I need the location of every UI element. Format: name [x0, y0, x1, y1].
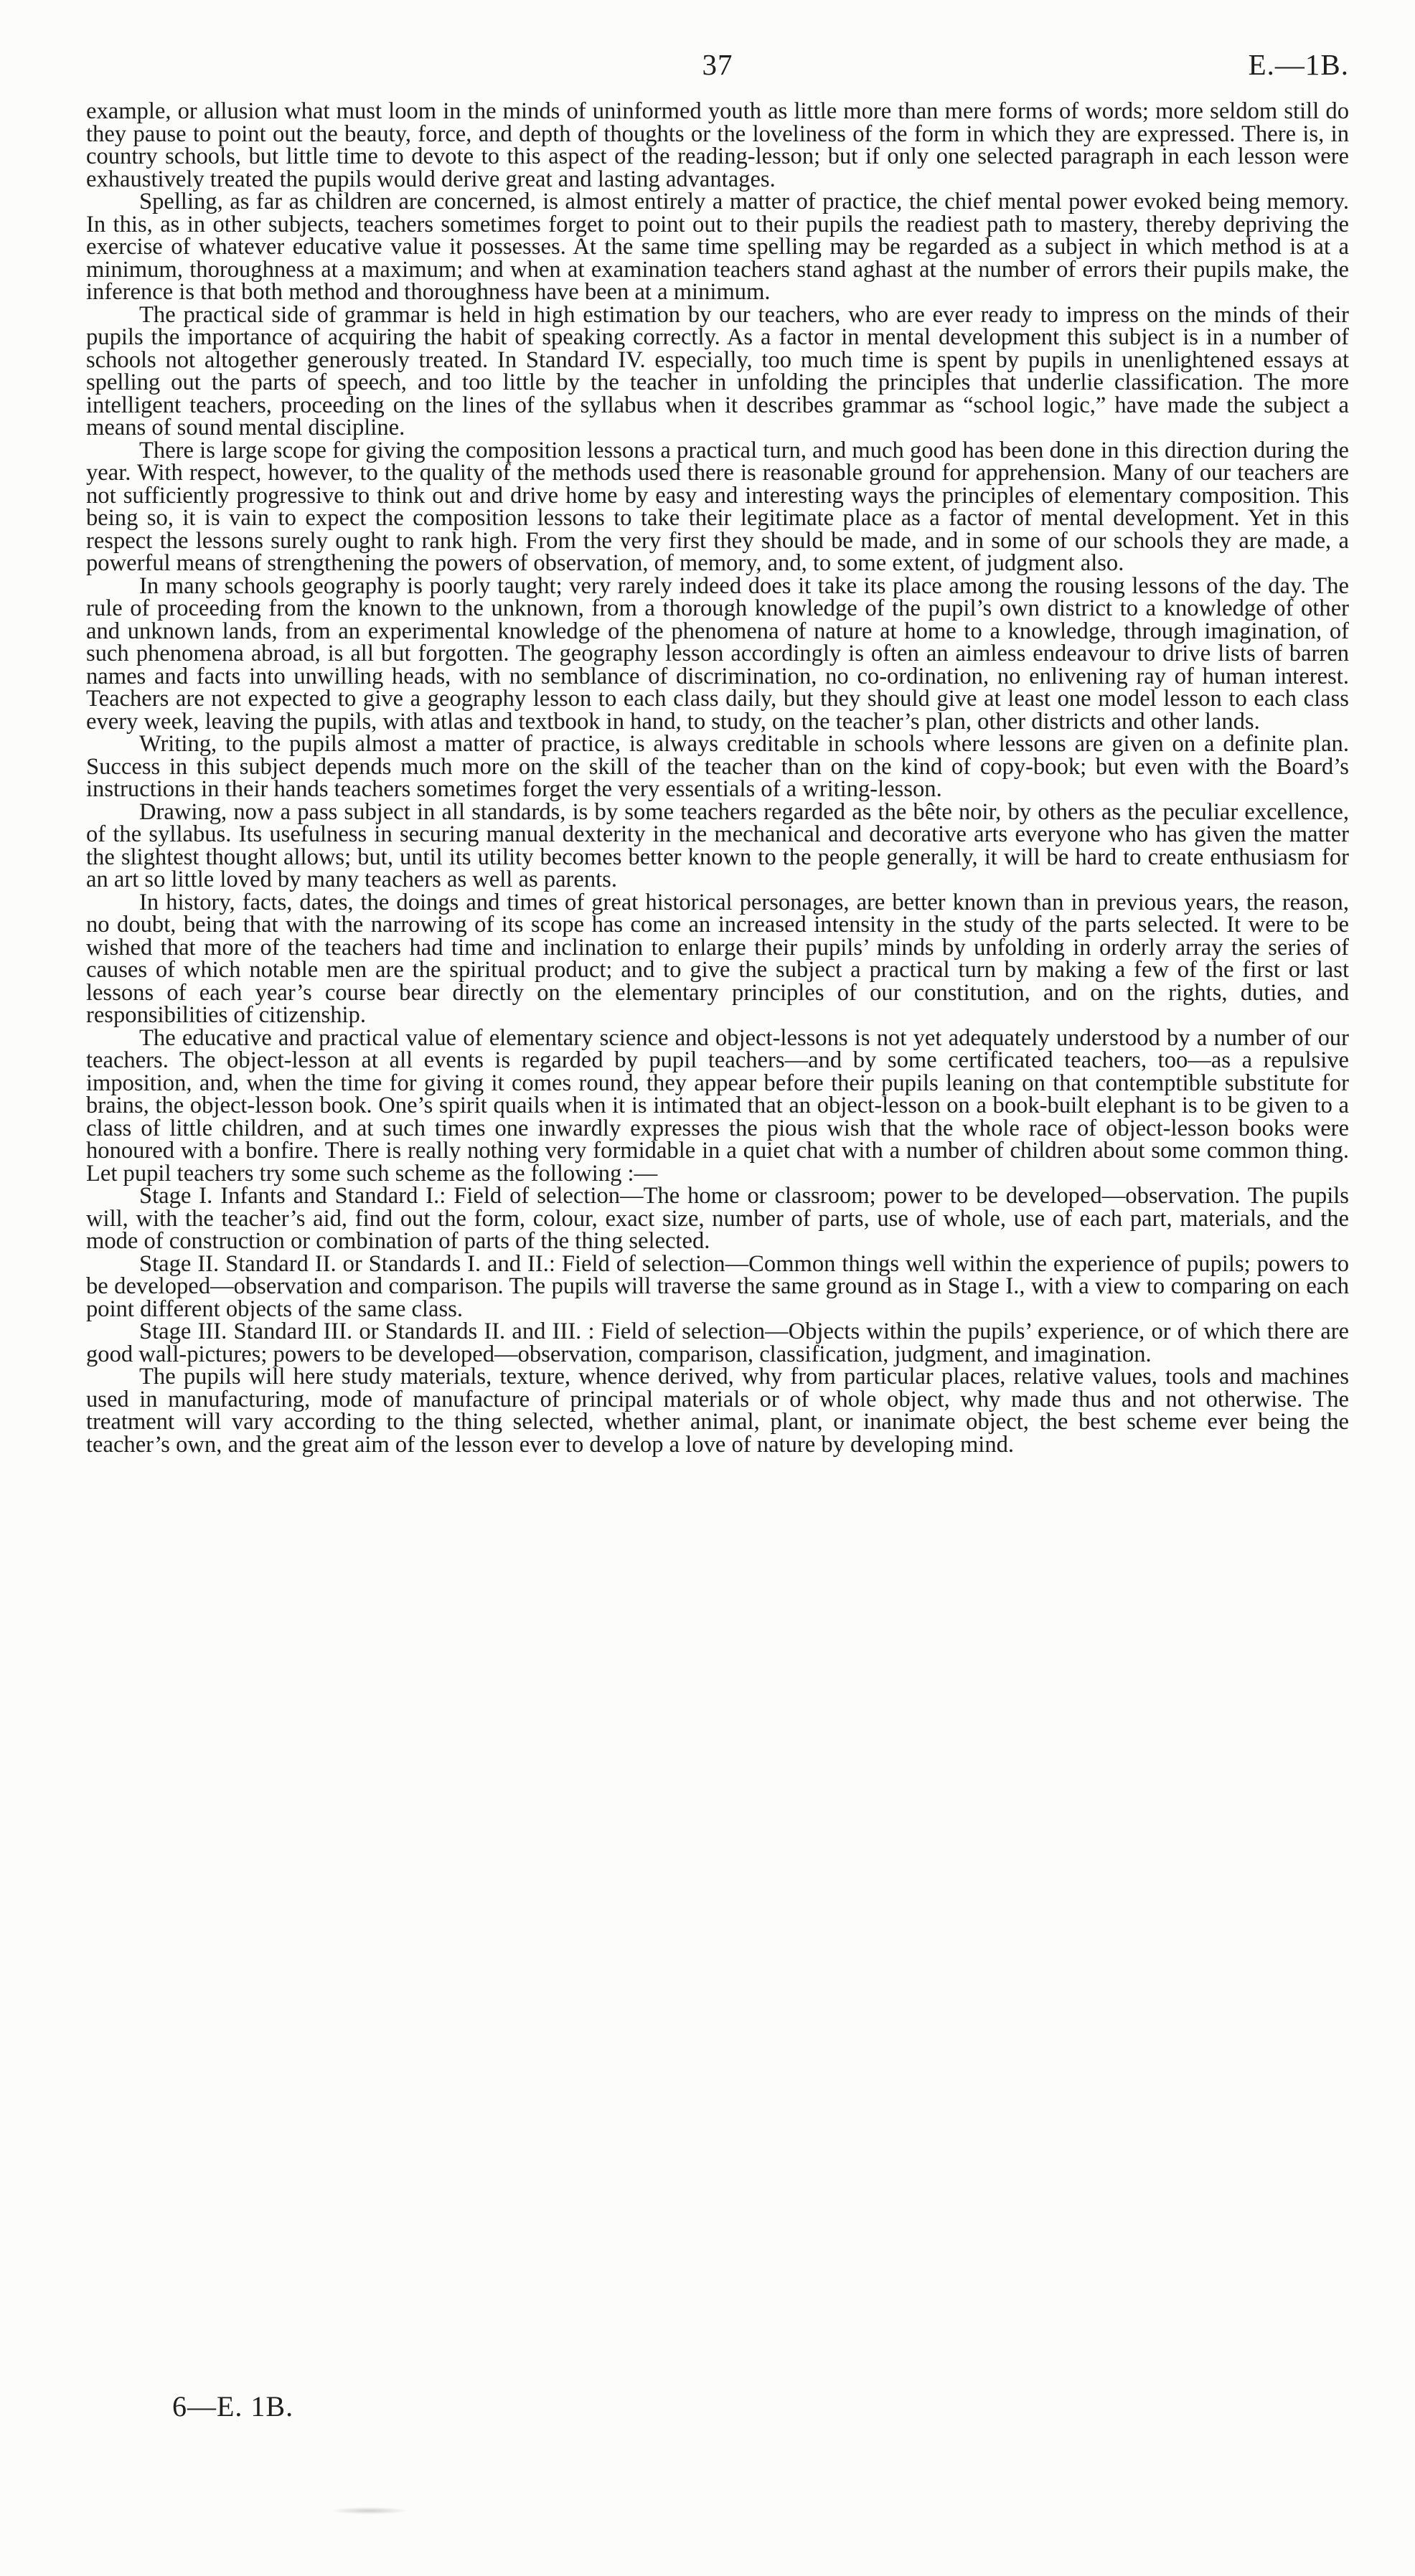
page-header — [86, 43, 1349, 86]
print-smudge — [330, 2507, 409, 2514]
paragraph-reading-lesson: example, or allusion what must loom in the minds of uninformed youth as little more than mere forms of words; more seldom still do they pause to point out the beauty, force, and depth of thoughts or the loveliness of the form in which they are expressed. There is, in country schools, but little time to devote to this aspect of the reading-lesson; but if only one selected paragraph in each lesson were exhaustively treated the pupils would derive great and lasting advantages. — [86, 98, 1349, 192]
paragraph-object-lessons: The educative and practical value of elementary science and object-lessons is not yet adequately understood by a number of our teachers. The object-lesson at all events is regarded by pupil teachers—and by some certificated teachers, too—as a repulsive imposition, and, when the time for giving it comes round, they appear before their pupils leaning on that contemptible substitute for brains, the object-lesson book. One’s spirit quails when it is intimated that an object-lesson on a book-built elephant is to be given to a class of little children, and at such times one inwardly expresses the pious wish that the whole race of object-lesson books were honoured with a bonfire. There is really nothing very formidable in a quiet chat with a number of children about some common thing. Let pupil teachers try some such scheme as the following :— — [86, 1024, 1349, 1186]
paragraph-drawing: Drawing, now a pass subject in all standards, is by some teachers regarded as the bête noir, by others as the peculiar excellence, of the syllabus. Its usefulness in securing manual dexterity in the mechanical and decorative arts everyone who has given the matter the slightest thought allows; but, until its utility becomes better known to the people generally, it will be hard to create enthusiasm for an art so little loved by many teachers as well as parents. — [86, 798, 1349, 892]
report-body — [86, 100, 1349, 1456]
paragraph-composition: There is large scope for giving the composition lessons a practical turn, and much good has been done in this direction during the year. With respect, however, to the quality of the methods used there is reasonable ground for apprehension. Many of our teachers are not sufficiently progressive to think out and drive home by easy and interesting ways the principles of elementary composition. This being so, it is vain to expect the composition lessons to take their legitimate place as a factor of mental development. Yet in this respect the lessons surely ought to rank high. From the very first they should be made, and in some of our schools they are made, a powerful means of strengthening the powers of observation, of memory, and, to some extent, of judgment also. — [86, 437, 1349, 576]
page-number: 37 — [702, 48, 733, 81]
paragraph-stage-three: Stage III. Standard III. or Standards II. and III. : Field of selection—Objects within the pupils’ experience, or of which there are good wall-pictures; powers to be developed—observation, comparison, classification, judgment, and imagination. — [86, 1318, 1349, 1367]
paragraph-history: In history, facts, dates, the doings and times of great historical personages, are better known than in previous years, the reason, no doubt, being that with the narrowing of its scope has come an increased intensity in the study of the parts selected. It were to be wished that more of the teachers had time and inclination to enlarge their pupils’ minds by unfolding in orderly array the series of causes of which notable men are the spiritual product; and to give the subject a practical turn by making a few of the first or last lessons of each year’s course bear directly on the elementary principles of our constitution, and on the rights, duties, and responsibilities of citizenship. — [86, 889, 1349, 1028]
paragraph-stage-two: Stage II. Standard II. or Standards I. and II.: Field of selection—Common things well within the experience of pupils; powers to be developed—observation and comparison. The pupils will traverse the same ground as in Stage I., with a view to comparing on each point different objects of the same class. — [86, 1250, 1349, 1322]
paragraph-geography: In many schools geography is poorly taught; very rarely indeed does it take its place among the rousing lessons of the day. The rule of proceeding from the known to the unknown, from a thorough knowledge of the pupil’s own district to a knowledge of other and unknown lands, from an experimental knowledge of the phenomena of nature at home to a knowledge, through imagination, of such phenomena abroad, is all but forgotten. The geography lesson accordingly is often an aimless endeavour to drive lists of barren names and facts into unwilling heads, with no semblance of discrimination, no co-ordination, no enlivening ray of human interest. Teachers are not expected to give a geography lesson to each class daily, but they should give at least one model lesson to each class every week, leaving the pupils, with atlas and textbook in hand, to study, on the teacher’s plan, other districts and other lands. — [86, 572, 1349, 735]
paragraph-writing: Writing, to the pupils almost a matter of practice, is always creditable in schools where lessons are given on a definite plan. Success in this subject depends much more on the skill of the teacher than on the kind of copy-book; but even with the Board’s instructions in their hands teachers sometimes forget the very essentials of a writing-lesson. — [86, 731, 1349, 802]
paragraph-spelling: Spelling, as far as children are concerned, is almost entirely a matter of practice, the chief mental power evoked being memory. In this, as in other subjects, teachers sometimes forget to point out to their pupils the readiest path to mastery, thereby depriving the exercise of whatever educative value it possesses. At the same time spelling may be regarded as a subject in which method is at a minimum, thoroughness at a maximum; and when at examination teachers stand aghast at the number of errors their pupils make, the inference is that both method and thoroughness have been at a minimum. — [86, 189, 1349, 305]
document-reference: E.—1B. — [1248, 48, 1349, 81]
paragraph-stage-three-study: The pupils will here study materials, texture, whence derived, why from particular places, relative values, tools and machines used in manufacturing, mode of manufacture of principal materials or of whole object, why made thus and not otherwise. The treatment will vary according to the thing selected, whether animal, plant, or inanimate object, the best scheme ever being the teacher’s own, and the great aim of the lesson ever to develop a love of nature by developing mind. — [86, 1364, 1349, 1458]
signature-mark: 6—E. 1B. — [172, 2390, 294, 2422]
paragraph-stage-one: Stage I. Infants and Standard I.: Field of selection—The home or classroom; power to be developed—observation. The pupils will, with the teacher’s aid, find out the form, colour, exact size, number of parts, use of whole, use of each part, materials, and the mode of construction or combination of parts of the thing selected. — [86, 1183, 1349, 1254]
paragraph-grammar: The practical side of grammar is held in high estimation by our teachers, who are ever ready to impress on the minds of their pupils the importance of acquiring the habit of speaking correctly. As a factor in mental development this subject is in a number of schools not altogether generously treated. In Standard IV. especially, too much time is spent by pupils in unenlightened essays at spelling out the parts of speech, and too little by the teacher in unfolding the principles that underlie classification. The more intelligent teachers, proceeding on the lines of the syllabus when it describes grammar as “school logic,” have made the subject a means of sound mental discipline. — [86, 301, 1349, 440]
